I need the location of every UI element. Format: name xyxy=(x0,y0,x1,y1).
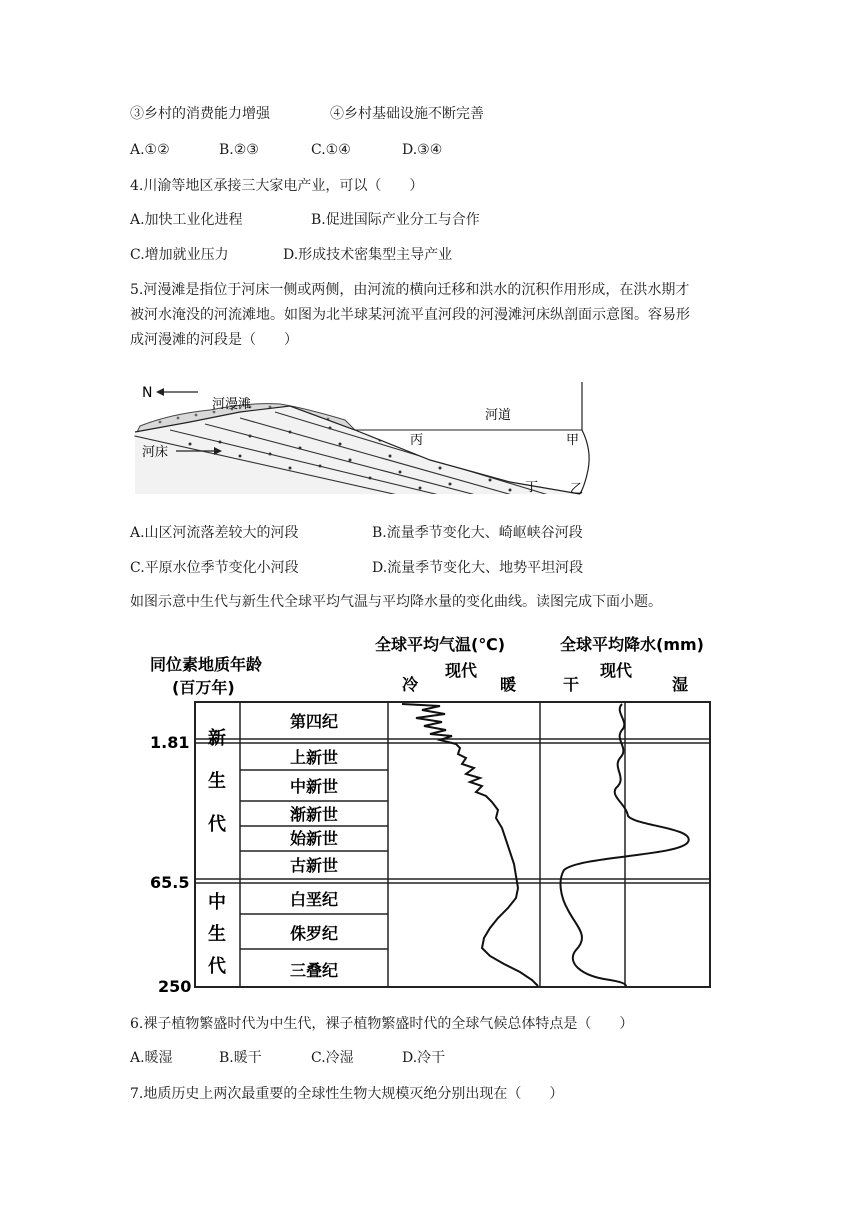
right-bank xyxy=(580,382,589,494)
period-triassic: 三叠纪 xyxy=(289,961,339,980)
q5-option-b: B.流量季节变化大、崎岖峡谷河段 xyxy=(372,525,583,541)
q6-option-c: C.冷湿 xyxy=(311,1050,354,1066)
q3-option-b: B.②③ xyxy=(219,142,259,158)
age-mark-2: 65.5 xyxy=(150,873,190,892)
precip-header: 全球平均降水(mm) xyxy=(560,635,704,654)
floodplain-diagram xyxy=(130,370,605,505)
era-mesozoic-1: 中 xyxy=(208,892,226,913)
q3-item-4: ④乡村基础设施不断完善 xyxy=(330,106,484,122)
q6-option-d: D.冷干 xyxy=(402,1050,446,1066)
precip-now: 现代 xyxy=(600,661,633,680)
temperature-curve xyxy=(402,704,538,986)
temp-header: 全球平均气温(℃) xyxy=(375,635,506,654)
period-miocene: 中新世 xyxy=(289,777,339,796)
era-cenozoic-3: 代 xyxy=(208,814,226,835)
north-arrow-head xyxy=(156,388,164,396)
period-pliocene: 上新世 xyxy=(289,748,339,767)
label-bing: 丙 xyxy=(410,433,424,448)
q4-option-a: A.加快工业化进程 xyxy=(130,212,243,228)
chart-intro: 如图示意中生代与新生代全球平均气温与平均降水量的变化曲线。读图完成下面小题。 xyxy=(130,594,662,610)
age-header-line-2: (百万年) xyxy=(172,678,235,697)
q6-option-b: B.暖干 xyxy=(219,1050,262,1066)
q4-option-c: C.增加就业压力 xyxy=(130,247,229,263)
era-cenozoic-2: 生 xyxy=(208,771,226,792)
q4-option-b: B.促进国际产业分工与合作 xyxy=(311,212,480,228)
channel-label: 河道 xyxy=(485,408,512,423)
riverbed-label: 河床 xyxy=(142,445,169,460)
geologic-climate-chart xyxy=(140,630,730,995)
age-mark-1: 1.81 xyxy=(150,733,190,752)
period-cretaceous: 白垩纪 xyxy=(289,890,339,909)
q3-item-3: ③乡村的消费能力增强 xyxy=(130,106,270,122)
q5-stem-line-2: 被河水淹没的河流滩地。如图为北半球某河流平直河段的河漫滩河床纵剖面示意图。容易形 xyxy=(130,307,690,323)
era-mesozoic-3: 代 xyxy=(208,956,226,977)
q5-stem-line-1: 5.河漫滩是指位于河床一侧或两侧，由河流的横向迁移和洪水的沉积作用形成，在洪水期才 xyxy=(130,282,690,298)
era-mesozoic-2: 生 xyxy=(208,924,226,945)
north-label: N xyxy=(142,385,153,401)
q4-option-d: D.形成技术密集型主导产业 xyxy=(283,247,453,263)
label-ding: 丁 xyxy=(525,480,539,495)
q3-option-d: D.③④ xyxy=(402,142,443,158)
period-quaternary: 第四纪 xyxy=(289,712,339,731)
q5-stem-line-3: 成河漫滩的河段是（ ） xyxy=(130,332,298,348)
q5-option-c: C.平原水位季节变化小河段 xyxy=(130,560,299,576)
q3-option-c: C.①④ xyxy=(311,142,351,158)
floodplain-label: 河漫滩 xyxy=(212,397,252,412)
chart-grid xyxy=(195,702,710,987)
precip-dry: 干 xyxy=(563,675,580,694)
period-eocene: 始新世 xyxy=(289,829,339,848)
temp-cold: 冷 xyxy=(402,675,419,694)
era-cenozoic-1: 新 xyxy=(208,728,226,749)
temp-warm: 暖 xyxy=(500,675,517,694)
period-paleocene: 古新世 xyxy=(289,856,339,875)
age-mark-3: 250 xyxy=(158,977,192,995)
period-oligocene: 渐新世 xyxy=(289,805,339,824)
q5-option-d: D.流量季节变化大、地势平坦河段 xyxy=(372,560,584,576)
q5-option-a: A.山区河流落差较大的河段 xyxy=(130,525,299,541)
q4-stem: 4.川渝等地区承接三大家电产业，可以（ ） xyxy=(130,178,424,194)
age-header-line-1: 同位素地质年龄 xyxy=(150,655,263,674)
precip-wet: 湿 xyxy=(672,675,689,694)
label-yi: 乙 xyxy=(570,482,584,497)
q6-stem: 6.裸子植物繁盛时代为中生代，裸子植物繁盛时代的全球气候总体特点是（ ） xyxy=(130,1016,634,1032)
q6-option-a: A.暖湿 xyxy=(130,1050,173,1066)
temp-now: 现代 xyxy=(445,661,478,680)
label-jia: 甲 xyxy=(566,433,580,448)
q3-option-a: A.①② xyxy=(130,142,170,158)
period-jurassic: 侏罗纪 xyxy=(289,924,339,943)
q7-stem: 7.地质历史上两次最重要的全球性生物大规模灭绝分别出现在（ ） xyxy=(130,1086,564,1102)
